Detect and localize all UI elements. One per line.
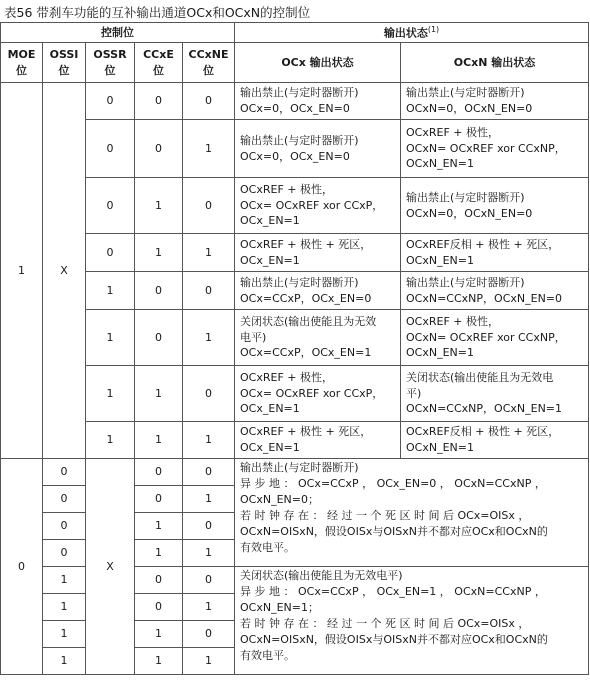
control-bits-header: 控制位 bbox=[1, 23, 235, 43]
output-state-footnote: (1) bbox=[427, 24, 440, 34]
ccxne-cell: 0 bbox=[183, 272, 235, 310]
ccxe-cell: 0 bbox=[135, 310, 183, 366]
ocxn-state-cell: OCxREF反相 + 极性 + 死区， OCxN_EN=1 bbox=[401, 422, 589, 459]
ocxn-state-cell: 关闭状态(输出使能且为无效电 平) OCxN=CCxNP，OCxN_EN=1 bbox=[401, 366, 589, 422]
ccxe-cell: 0 bbox=[135, 459, 183, 486]
control-bits-table bbox=[0, 22, 589, 675]
ossr-cell: 0 bbox=[86, 234, 135, 272]
ccxe-cell: 0 bbox=[135, 594, 183, 621]
ccxne-cell: 1 bbox=[183, 422, 235, 459]
table-row bbox=[1, 120, 589, 178]
ossi-cell: 1 bbox=[43, 621, 86, 648]
ocx-state-column-header: OCx 输出状态 bbox=[235, 43, 401, 83]
ossi-column-header: OSSI 位 bbox=[43, 43, 86, 83]
ccxne-cell: 0 bbox=[183, 459, 235, 486]
ossr-cell: X bbox=[86, 459, 135, 675]
ocx-state-cell: 输出禁止(与定时器断开) OCx=CCxP，OCx_EN=0 bbox=[235, 272, 401, 310]
ccxe-cell: 1 bbox=[135, 422, 183, 459]
ccxe-cell: 1 bbox=[135, 621, 183, 648]
table-row bbox=[1, 83, 589, 120]
ccxne-cell: 0 bbox=[183, 178, 235, 234]
ccxe-cell: 1 bbox=[135, 648, 183, 675]
ccxne-cell: 0 bbox=[183, 83, 235, 120]
ossi-cell: 1 bbox=[43, 567, 86, 594]
ocxn-state-column-header: OCxN 输出状态 bbox=[401, 43, 589, 83]
ocxn-state-cell: OCxREF + 极性， OCxN= OCxREF xor CCxNP， OCxN_EN=1 bbox=[401, 120, 589, 178]
ossi-cell: 0 bbox=[43, 486, 86, 513]
ossr-cell: 0 bbox=[86, 83, 135, 120]
ccxe-column-header: CCxE 位 bbox=[135, 43, 183, 83]
ossr-cell: 1 bbox=[86, 422, 135, 459]
table-row bbox=[1, 234, 589, 272]
ccxne-column-header: CCxNE 位 bbox=[183, 43, 235, 83]
ocx-state-cell: OCxREF + 极性 + 死区， OCx_EN=1 bbox=[235, 234, 401, 272]
table-caption: 表56 带刹车功能的互补输出通道OCx和OCxN的控制位 bbox=[4, 5, 311, 20]
table-row bbox=[1, 459, 589, 486]
ccxe-cell: 1 bbox=[135, 513, 183, 540]
ocx-state-cell: OCxREF + 极性 + 死区， OCx_EN=1 bbox=[235, 422, 401, 459]
ccxe-cell: 0 bbox=[135, 120, 183, 178]
ccxe-cell: 1 bbox=[135, 366, 183, 422]
ocx-state-cell: 输出禁止(与定时器断开) OCx=0，OCx_EN=0 bbox=[235, 120, 401, 178]
ocxn-state-cell: OCxREF反相 + 极性 + 死区， OCxN_EN=1 bbox=[401, 234, 589, 272]
idle-state-disabled-description: 输出禁止(与定时器断开) 异 步 地 ： OCx=CCxP ， OCx_EN=0 ， OCxN=CCxNP ， OCxN_EN=0； 若 时 钟 存 在 ： 经 过 一 个 死 区 时 间 后 OCx=OISx ， OCxN=OISxN，假设OISx与OISxN并不都对应OCx和OCxN的 有效电平。 bbox=[235, 459, 589, 567]
ocx-state-cell: 输出禁止(与定时器断开) OCx=0，OCx_EN=0 bbox=[235, 83, 401, 120]
moe-cell: 0 bbox=[1, 459, 43, 675]
ocx-state-cell: OCxREF + 极性， OCx= OCxREF xor CCxP， OCx_EN=1 bbox=[235, 178, 401, 234]
table-row bbox=[1, 310, 589, 366]
ccxne-cell: 0 bbox=[183, 513, 235, 540]
ossi-cell: 1 bbox=[43, 594, 86, 621]
ccxe-cell: 0 bbox=[135, 567, 183, 594]
moe-column-header: MOE 位 bbox=[1, 43, 43, 83]
ccxne-cell: 1 bbox=[183, 234, 235, 272]
ossi-cell: 1 bbox=[43, 648, 86, 675]
ccxne-cell: 1 bbox=[183, 540, 235, 567]
output-state-header: 输出状态$^{(1)}$ bbox=[235, 23, 589, 43]
ossr-column-header: OSSR 位 bbox=[86, 43, 135, 83]
ossi-cell: 0 bbox=[43, 540, 86, 567]
table-row bbox=[1, 366, 589, 422]
ccxne-cell: 1 bbox=[183, 648, 235, 675]
ccxe-cell: 1 bbox=[135, 234, 183, 272]
ocxn-state-cell: 输出禁止(与定时器断开) OCxN=0，OCxN_EN=0 bbox=[401, 178, 589, 234]
ccxne-cell: 1 bbox=[183, 310, 235, 366]
ocx-state-cell: 关闭状态(输出使能且为无效 电平) OCx=CCxP，OCx_EN=1 bbox=[235, 310, 401, 366]
ccxe-cell: 0 bbox=[135, 272, 183, 310]
moe-cell: 1 bbox=[1, 83, 43, 459]
ossi-cell: 0 bbox=[43, 513, 86, 540]
ccxe-cell: 1 bbox=[135, 178, 183, 234]
ocxn-state-cell: 输出禁止(与定时器断开) OCxN=CCxNP，OCxN_EN=0 bbox=[401, 272, 589, 310]
ccxe-cell: 0 bbox=[135, 486, 183, 513]
ossr-cell: 1 bbox=[86, 272, 135, 310]
table-row bbox=[1, 178, 589, 234]
ccxne-cell: 0 bbox=[183, 567, 235, 594]
idle-state-inactive-description: 关闭状态(输出使能且为无效电平) 异 步 地 ： OCx=CCxP ， OCx_EN=1 ， OCxN=CCxNP ， OCxN_EN=1； 若 时 钟 存 在 ： 经 过 一 个 死 区 时 间 后 OCx=OISx ， OCxN=OISxN，假设OISx与OISxN并不都对应OCx和OCxN的 有效电平。 bbox=[235, 567, 589, 675]
ccxne-cell: 0 bbox=[183, 366, 235, 422]
ccxne-cell: 1 bbox=[183, 486, 235, 513]
ccxne-cell: 0 bbox=[183, 621, 235, 648]
ocxn-state-cell: OCxREF + 极性， OCxN= OCxREF xor CCxNP， OCxN_EN=1 bbox=[401, 310, 589, 366]
ossr-cell: 0 bbox=[86, 178, 135, 234]
ossi-cell: X bbox=[43, 83, 86, 459]
ccxne-cell: 1 bbox=[183, 120, 235, 178]
table-row bbox=[1, 272, 589, 310]
ossr-cell: 0 bbox=[86, 120, 135, 178]
ossr-cell: 1 bbox=[86, 310, 135, 366]
ocxn-state-cell: 输出禁止(与定时器断开) OCxN=0，OCxN_EN=0 bbox=[401, 83, 589, 120]
ossi-cell: 0 bbox=[43, 459, 86, 486]
ccxe-cell: 0 bbox=[135, 83, 183, 120]
ccxe-cell: 1 bbox=[135, 540, 183, 567]
ocx-state-cell: OCxREF + 极性， OCx= OCxREF xor CCxP， OCx_EN=1 bbox=[235, 366, 401, 422]
table-row bbox=[1, 422, 589, 459]
ossr-cell: 1 bbox=[86, 366, 135, 422]
ccxne-cell: 1 bbox=[183, 594, 235, 621]
